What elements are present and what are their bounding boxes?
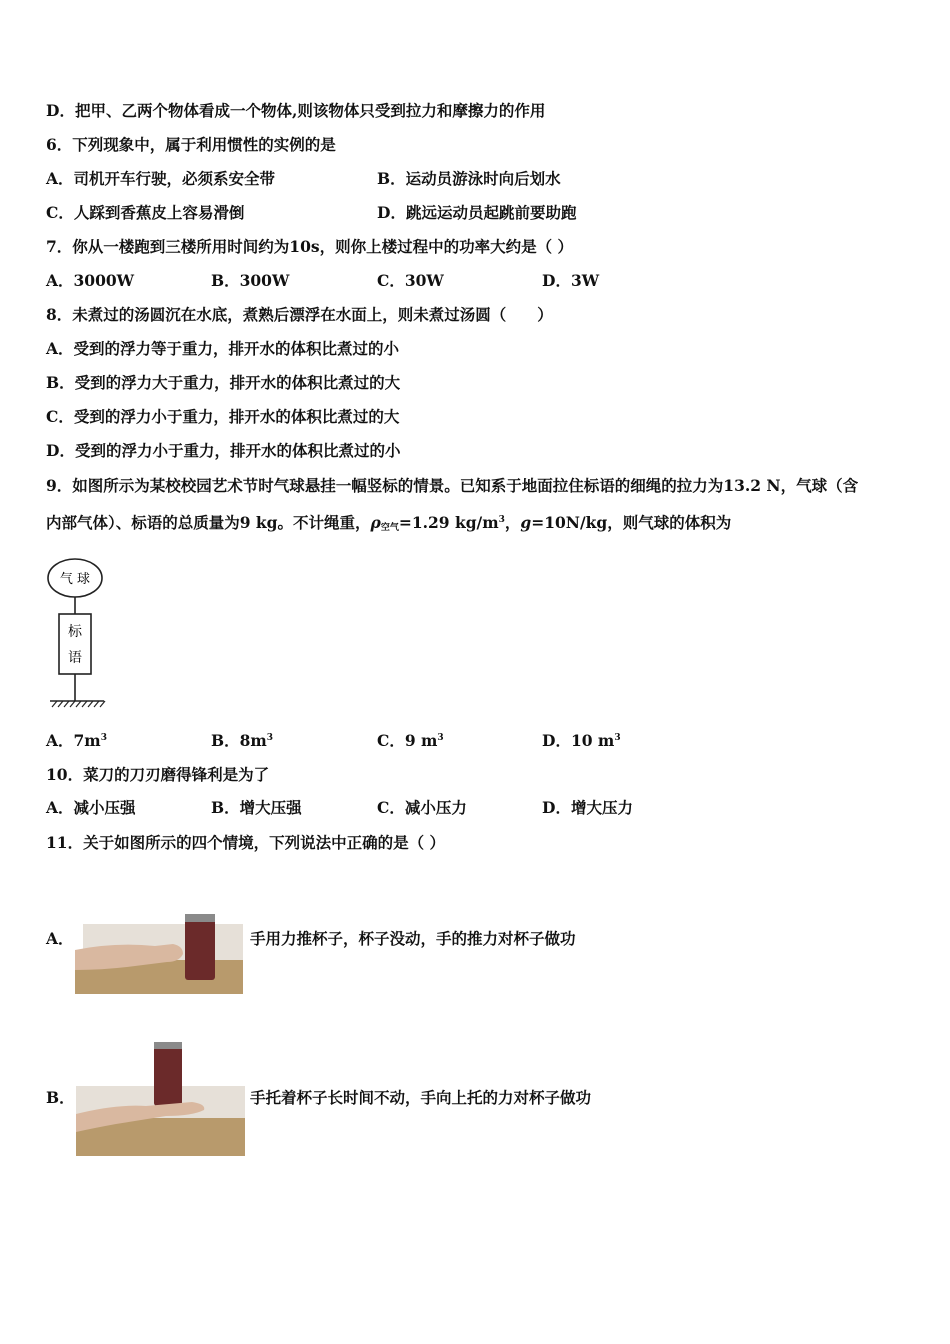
q10-option-a: A．减小压强 xyxy=(46,798,136,817)
q7-option-d: D．3W xyxy=(542,271,600,290)
q9-stem-line2 xyxy=(46,513,731,533)
q6-option-c: C．人踩到香蕉皮上容易滑倒 xyxy=(46,203,245,222)
q6-option-d: D．跳远运动员起跳前要助跑 xyxy=(377,203,577,222)
q11-stem: 11．关于如图所示的四个情境，下列说法中正确的是（ ） xyxy=(46,833,445,852)
q10-stem: 10．菜刀的刀刃磨得锋利是为了 xyxy=(46,765,270,784)
q10-option-d: D．增大压力 xyxy=(542,798,633,817)
q7-option-a: A．3000W xyxy=(46,271,135,290)
density-value: =1.29 kg/m xyxy=(398,513,499,532)
q11-option-a-text: 手用力推杯子，杯子没动，手的推力对杯子做功 xyxy=(250,929,576,948)
q6-stem: 6．下列现象中，属于利用惯性的实例的是 xyxy=(46,135,336,154)
q6-option-b: B．运动员游泳时向后划水 xyxy=(377,169,561,188)
q7-option-c: C．30W xyxy=(377,271,444,290)
banner-label-1: 标 xyxy=(68,624,82,640)
q9-option-d: D．10 $m^3$ xyxy=(542,731,621,750)
q8-option-a: A．受到的浮力等于重力，排开水的体积比煮过的小 xyxy=(46,339,400,358)
q8-stem: 8．未煮过的汤圆沉在水底，煮熟后漂浮在水面上，则未煮过汤圆（ ） xyxy=(46,305,553,324)
q7-option-b: B．300W xyxy=(211,271,290,290)
gravity-value: =10N/kg，则气球的体积为 xyxy=(531,513,732,532)
q11-option-b-text: 手托着杯子长时间不动，手向上托的力对杯子做功 xyxy=(250,1088,592,1107)
q9-option-c: C．9 $m^3$ xyxy=(377,731,444,750)
q11-option-a-label: A． xyxy=(46,929,74,948)
q8-option-c: C．受到的浮力小于重力，排开水的体积比煮过的大 xyxy=(46,407,400,426)
push-cup-photo xyxy=(75,910,243,994)
q8-option-d: D．受到的浮力小于重力，排开水的体积比煮过的小 xyxy=(46,441,401,460)
balloon-banner-diagram xyxy=(44,556,114,712)
q5-option-d: D．把甲、乙两个物体看成一个物体,则该物体只受到拉力和摩擦力的作用 xyxy=(46,101,546,120)
banner-label-2: 语 xyxy=(68,650,82,666)
comma: ， xyxy=(504,513,521,532)
q10-option-b: B．增大压强 xyxy=(211,798,302,817)
air-subscript: 空气 xyxy=(380,523,399,533)
q9-option-b: B．$8m^3$ xyxy=(211,731,274,750)
q11-option-b-label: B． xyxy=(46,1088,75,1107)
ground-hatch xyxy=(52,701,105,707)
q9-option-a: A．$7m^3$ xyxy=(46,731,107,750)
q6-option-a: A．司机开车行驶，必须系安全带 xyxy=(46,169,276,188)
q8-option-b: B．受到的浮力大于重力，排开水的体积比煮过的大 xyxy=(46,373,401,392)
hold-cup-photo xyxy=(76,1040,245,1156)
balloon-label: 气 球 xyxy=(59,572,91,587)
g-symbol: g xyxy=(520,513,532,532)
cube-superscript: 3 xyxy=(498,515,505,525)
q10-option-c: C．减小压力 xyxy=(377,798,467,817)
q9-stem-text: 内部气体）、标语的总质量为9 kg。不计绳重， xyxy=(46,513,371,532)
q9-stem-line1: 9．如图所示为某校校园艺术节时气球悬挂一幅竖标的情景。已知系于地面拉住标语的细绳的拉力为13.2 N，气球（含 xyxy=(46,476,859,495)
rho-symbol: ρ xyxy=(370,513,381,532)
q7-stem: 7．你从一楼跑到三楼所用时间约为10s，则你上楼过程中的功率大约是（ ） xyxy=(46,237,573,256)
